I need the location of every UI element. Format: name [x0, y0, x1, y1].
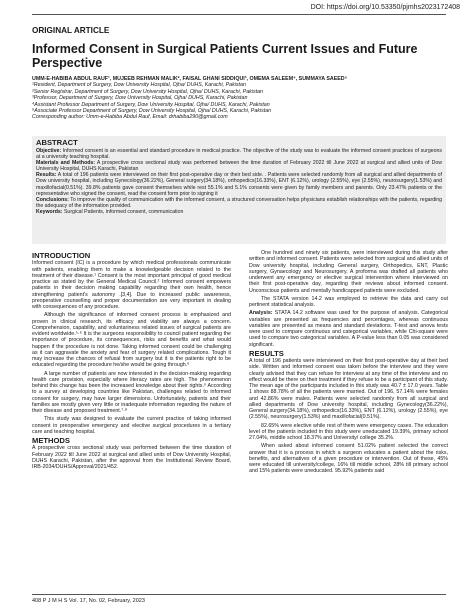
- results-heading: RESULTS: [249, 348, 284, 358]
- abstract-conclusions: [36, 197, 442, 209]
- intro-paragraph-4: This study was designed to evaluate the current practice of taking informed consent in preoperative emergency and elective surgical procedures in a tertiary care and teaching hospital.: [32, 416, 231, 435]
- affiliation-1: ¹Resident, Department of Surgery, Dow University Hospital, Ojha/ DUHS, Karachi, Pakistan: [32, 82, 246, 89]
- methods-paragraph-2: One hundred and ninety six patients, were interviewed during this study after written and informed consent. Patients were selected from surgical and allied units of Dow university hospital, including General surgery, Orthopedics, ENT, Plastic surgery, Gynaecology and Neurosurgery. A proforma was drafted all patients who underwent any emergency or elective surgical intervention where interviewed on their first post-operative day, regarding their reviews about informed consent. Unconscious patients and mentally handicapped patients were excluded.: [249, 250, 448, 294]
- results-paragraph-2: 82.65% were elective while rest of them were emergency cases. The education level of the patients included in this study were uneducated 19.39%, primary school 27.04%, middle school 18.37% and University/ college 35.2%.: [249, 422, 448, 441]
- abstract-keywords: [36, 209, 442, 215]
- intro-paragraph-1: Informed consent (IC) is a procedure by which medical professionals communicate with patients, enabling them to make a knowledgeable decision related to the treatment of their disease.¹ Consent is the most important principal of good medical practice as stated by the General Medical Council.² Informed consent empowers patients in their decision making capability regarding their own health, hence strengthening patient's autonomy .[3,4]. Due to increased public awareness, preoperative counselling and proper documentation are very important in dealing with consequences of any procedure.: [32, 260, 231, 310]
- top-rule: [32, 14, 446, 15]
- author-block: [32, 76, 446, 121]
- abstract-heading: ABSTRACT: [36, 138, 78, 147]
- affiliation-5: ⁵Associate Professor Department of Surgery, Dow University Hospital, Ojha/ DUHS, Karachi, Pakistan: [32, 108, 272, 115]
- analysis-label: Analysis:: [249, 310, 273, 317]
- affiliation-2: ²Senior Registrar, Department of Surgery, Dow University Hospital, Ojha/ DUHS, Karachi, Pakistan: [32, 88, 263, 95]
- methods-paragraph-1: A prospective cross sectional study was performed between the time duration of February 2022 till June 2022 at surgical and allied units of Dow University Hospital, DUHS Karachi, Pakistan, after the approval from the Institutional Review Board, IRB-2034/DUHS/Approval/2021/452.: [32, 445, 231, 470]
- objective-text: Informed consent is an essential and standard procedure in medical practice. The objective of the study was to evaluate the informed consent practices of surgeons at a university teaching hospital.: [36, 148, 442, 161]
- methods-paragraph-3: The STATA version 14.2 was employed to retrieve the data and carry out pertinent statistical analysis.: [249, 295, 448, 308]
- abstract-box: [32, 136, 446, 244]
- conclusions-text: To improve the quality of communication with the informed consent, a structured conversation helps physicians establish relationships with the patients, regarding the adequacy of the information provided.: [36, 196, 442, 209]
- results-text: A total of 196 patients were interviewed on their first post-operative day or their bed side. . Patients were selected randomly from all surgical and allied departments of Dow university hospital, including Gynecology(36.22%), General surgery(34.18%), orthopedics(16.33%), ENT (6.12%), urology (2.55%), eye (2.55%), neurosurgery(1.53%) and maxillofacial(0.51%). 39.8% patients gave consent themselves while rest 55.1% and 5.1% consents were given by family members and parents. Only 23.47% patients or the representative who signed the consent, read the consent form prior to signing it: [36, 172, 442, 197]
- methods-label: Materials and Methods:: [36, 160, 96, 167]
- page-footer: 408 P J M H S Vol. 17, No. 02, February, 2023: [32, 598, 145, 604]
- footer-rule: [32, 594, 446, 595]
- methods-heading: METHODS: [32, 436, 70, 445]
- abstract-methods: [36, 160, 442, 172]
- analysis-paragraph: [249, 310, 448, 348]
- corresponding-author: Corresponding author: Umm-e-Habiba Abdul Rauf, Email: drhabiba290@gmail.com: [32, 114, 228, 121]
- left-column: [32, 250, 231, 472]
- objective-label: Objective:: [36, 148, 62, 154]
- results-label: Results:: [36, 172, 57, 179]
- keywords-label: Keywords:: [36, 208, 63, 215]
- introduction-heading: INTRODUCTION: [32, 251, 91, 260]
- affiliation-3: ³Professor, Department of Surgery, Dow University Hospital, Ojha/ DUHS, Karachi, Pakistan: [32, 95, 248, 102]
- right-column: [249, 250, 448, 477]
- abstract-results: [36, 172, 442, 196]
- analysis-text: STATA 14.2 software was used for the purpose of analysis. Categorical variables are presented as frequencies and percentages, whereas continuous variables are presented as means and standard deviations. T-test and anova tests were used to compare continuous and categorical variables, while Chi-square were used to compare two categorical variables. A P-value less than 0.05 was considered significant.: [249, 310, 448, 348]
- keywords-text: Surgical Patients, informed consent, communication: [62, 208, 184, 215]
- results-paragraph-1: A total of 196 patients were interviewed on their first post-operative day at their bed side. Written and informed consent was taken before the interview and they were clearly advised that they can refuse for interview at any time of the interview and no effect would be there on their treatment if they refuse to be a participant of this study. The mean age of the participants included in this study was 40.7 ± 17.0 years. Table 1 shows 88.78% of all the patients were married. Out of 196, 57.14% were females and 42.86% were males. Patients were selected randomly from all surgical and allied departments of Dow university hospital, including Gynecology(36.22%), General surgery(34.18%), orthopedics(16.33%), ENT (6.12%), urology (2.55%), eye (2.55%), neurosurgery(1.53%) and maxillofacial(0.51%).: [249, 358, 448, 421]
- intro-paragraph-2: Although the significance of informed consent process is emphasized and proven in clinical research, its efficacy and viability are always a concern. Comprehension, capability, and voluntariness related issues of surgical patients are evident worldwide.⁵·⁶ It is the surgeons responsibility to council patient regarding the importance of procedure, its consequences, risks and benefits and what would happen if the procedure is not done. Taking informed consent could be challenging as it can aggravate the anxiety and fear of surgery related complications. Tough it may increase the chances of refusal from surgery but it is the patients right to be educated regarding the procedure he/she would be going through.⁶: [32, 312, 231, 369]
- affiliation-4: ⁴Assistant Professor Department of Surgery, Dow University Hospital, Ojha/ DUHS, Karachi, Pakistan: [32, 101, 270, 108]
- results-paragraph-3: When asked about informed consent 51.02% patient selected the correct answer that it is a process in which a surgeon educates a patient about the risks, benefits, and alternatives of a given procedure or intervention. Out of these, 45% were educated till university/college, 16% till middle school, 28% till primary school and 15% patients were uneducated. 95.92% patients said: [249, 443, 448, 475]
- conclusions-label: Conclusions:: [36, 196, 69, 203]
- doi-link[interactable]: DOI: https://doi.org/10.53350/pjmhs2023172408: [310, 4, 460, 11]
- article-title: Informed Consent in Surgical Patients Current Issues and Future Perspective: [32, 42, 418, 70]
- author-names: UMM-E-HABIBA ABDUL RAUF¹, MUJEEB REHMAN MALIK², FAISAL GHANI SIDDIQUI³, OMEMA SALEEM⁴, SUMMAYA SAEED⁵: [32, 76, 348, 82]
- intro-paragraph-3: A large number of patients are now interested in the decision-making regarding health care provision, especially where literacy rates are high. The phenomenon behind this change has been the increased knowledge about their rights.⁶ According to a survey at developing countries like Pakistan, challenges related to informed consent for surgery, may have larger dimensions. Unfortunately, patients and their families are mostly given very little or inadequate information regarding the nature of their disease and proposed treatment.⁷·⁸: [32, 370, 231, 414]
- methods-text: A prospective cross sectional study was performed between the time duration of February 2022 till June 2022 at surgical and allied units of Dow University Hospital, DUHS Karachi, Pakistan: [36, 160, 442, 173]
- article-type: ORIGINAL ARTICLE: [32, 26, 110, 35]
- abstract-objective: [36, 148, 442, 160]
